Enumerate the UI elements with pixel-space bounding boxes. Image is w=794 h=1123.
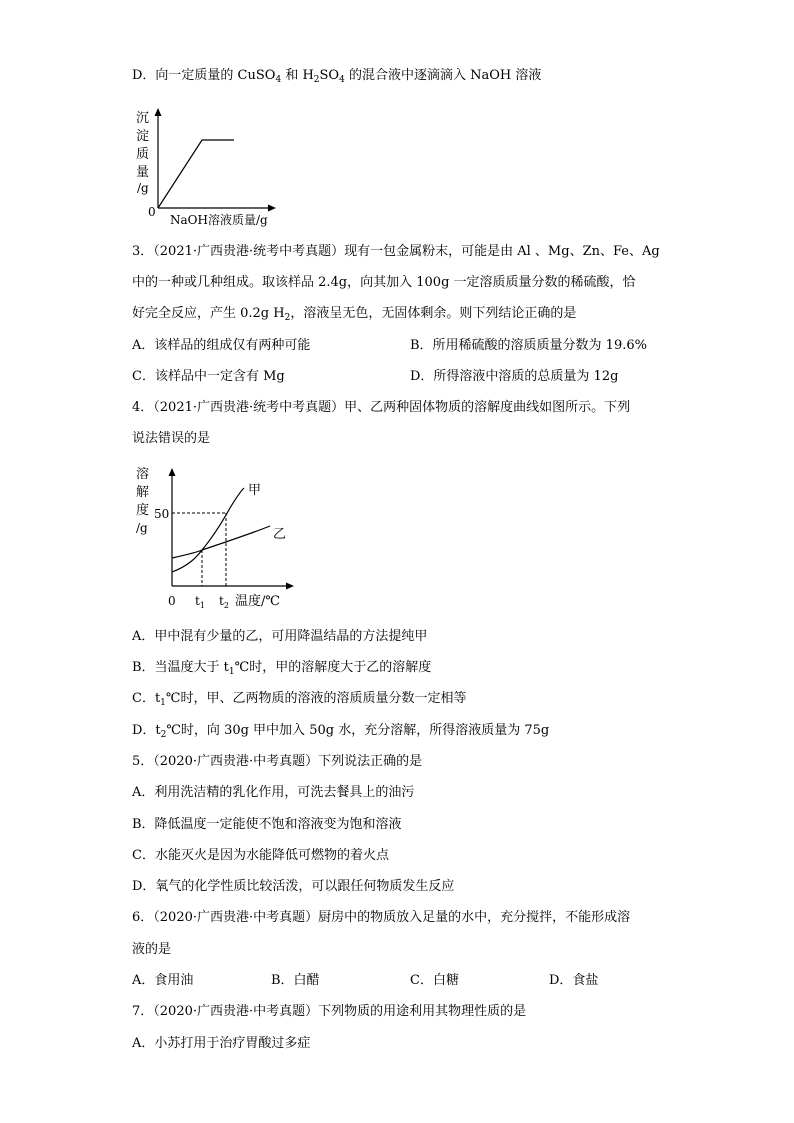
q6-option-c: C．白糖 [410,973,459,988]
q3-stem-line1: 3．（2021·广西贵港·统考中考真题）现有一包金属粉末，可能是由 Al 、Mg、Zn、Fe、Ag [132,244,660,259]
origin-label: 0 [148,205,156,219]
t2-label: $t_2$ [219,594,229,610]
q3-option-b: B．所用稀硫酸的溶质质量分数为 19.6% [410,338,647,353]
y-axis-arrow [155,108,162,116]
q5-option-c: C．水能灭火是因为水能降低可燃物的着火点 [132,848,389,863]
q4-option-d: D．$t_2℃$时，向 30g 甲中加入 50g 水，充分溶解，所得溶液质量为 75g [132,723,550,740]
q2-option-d: D．向一定质量的 CuSO$_4$ 和 $H_2SO_4$ 的混合液中逐滴滴入 NaOH 溶液 [132,68,542,85]
y-axis-label-char: 解 [136,485,150,500]
origin-label: 0 [168,594,176,608]
q4-stem-line2: 说法错误的是 [132,431,211,446]
curve-jia-label: 甲 [248,483,262,498]
x-axis-label: NaOH溶液质量/g [170,213,268,227]
x-axis-arrow [268,205,276,212]
y-axis-arrow [169,468,176,476]
curve-yi [172,526,270,558]
q4-option-a: A．甲中混有少量的乙，可用降温结晶的方法提纯甲 [132,629,428,644]
q3-option-a: A．该样品的组成仅有两种可能 [132,338,311,353]
q6-option-a: A．食用油 [132,973,194,988]
q4-option-b: B．当温度大于 $t_1℃$时，甲的溶解度大于乙的溶解度 [132,660,432,677]
q6-stem-line2: 液的是 [132,942,172,957]
q6-option-d: D．食盐 [549,973,599,988]
q4-option-c: C．$t_1℃$时，甲、乙两物质的溶液的溶质质量分数一定相等 [132,691,467,708]
q3-stem-line2: 中的一种或几种组成。取该样品 2.4g，向其加入 100g 一定溶质质量分数的稀硫酸，恰 [132,275,636,290]
y-axis-label-char: /g [136,521,148,535]
y-axis-label-char: 沉 [136,111,150,126]
y-axis-label-char: 量 [136,165,150,180]
y-axis-label-char: 溶 [136,467,150,482]
curve-jia [172,488,244,572]
q6-option-b: B．白醋 [271,973,320,988]
y-axis-label-char: /g [137,181,149,195]
q7-option-a: A．小苏打用于治疗胃酸过多症 [132,1036,311,1051]
q3-option-c: C．该样品中一定含有 Mg [132,369,285,384]
y-axis-label-char: 度 [136,503,150,518]
tick-50-label: 50 [154,507,170,521]
q3-option-d: D．所得溶液中溶质的总质量为 12g [410,369,619,384]
curve-yi-label: 乙 [273,527,287,542]
precipitate-curve [158,140,234,208]
x-axis-label: 温度/℃ [235,594,280,609]
q3-stem-line3: 好完全反应，产生 0.2g $H_2$，溶液呈无色，无固体剩余。则下列结论正确的是 [132,306,577,323]
q6-stem-line1: 6．（2020·广西贵港·中考真题）厨房中的物质放入足量的水中，充分搅拌，不能形成溶 [132,910,631,925]
x-axis-arrow [286,583,294,590]
y-axis-label-char: 质 [136,147,150,162]
t1-label: $t_1$ [195,594,205,610]
y-axis-label-char: 淀 [136,129,150,144]
q4-stem-line1: 4．（2021·广西贵港·统考中考真题）甲、乙两种固体物质的溶解度曲线如图所示。下列 [132,400,631,415]
q5-option-b: B．降低温度一定能使不饱和溶液变为饱和溶液 [132,817,402,832]
q5-option-a: A．利用洗洁精的乳化作用，可洗去餐具上的油污 [132,785,415,800]
q5-option-d: D．氧气的化学性质比较活泼，可以跟任何物质发生反应 [132,879,455,894]
q7-stem: 7．（2020·广西贵港·中考真题）下列物质的用途利用其物理性质的是 [132,1004,527,1019]
solubility-graph [130,462,310,614]
q5-stem: 5．（2020·广西贵港·中考真题）下列说法正确的是 [132,754,423,769]
precipitate-graph [130,100,300,230]
